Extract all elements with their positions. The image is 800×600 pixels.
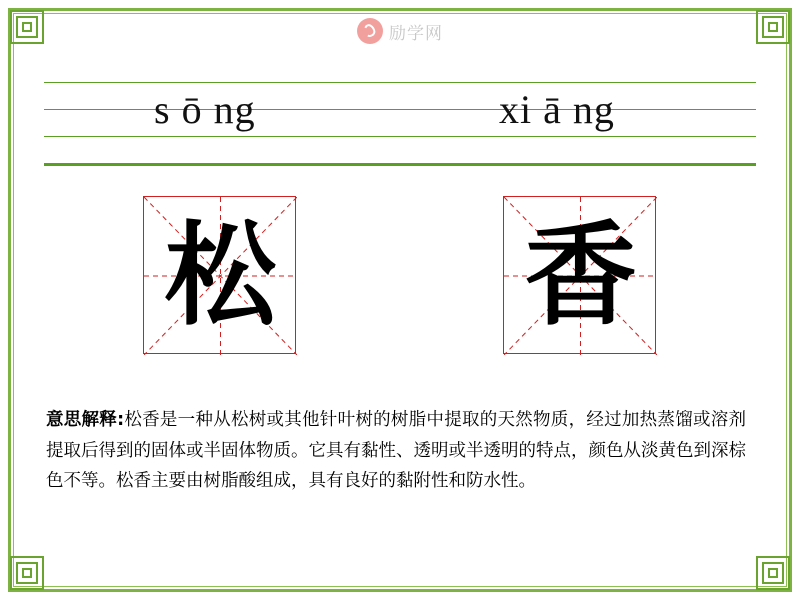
corner-ornament-bottom-right (756, 556, 790, 590)
character-box-2 (503, 196, 656, 354)
character-glyph-1: 松 (164, 210, 277, 341)
pinyin-second: xi ā ng (499, 87, 615, 132)
explanation-label: 意思解释: (46, 410, 125, 430)
corner-ornament-bottom-left (10, 556, 44, 590)
explanation-body: 松香是一种从松树或其他针叶树的树脂中提取的天然物质，经过加热蒸馏或溶剂提取后得到的固体或半固体物质。它具有黏性、透明或半透明的特点，颜色从淡黄色到深棕色不等。松香主要由树脂酸组成，具有良好的黏附性和防水性。 (46, 410, 746, 492)
corner-ornament-top-right (756, 10, 790, 44)
flame-logo-icon (357, 18, 383, 44)
character-row (0, 196, 800, 360)
explanation-block (46, 405, 746, 497)
staff-line-3 (44, 136, 756, 137)
pinyin-first: s ō ng (154, 87, 256, 132)
character-box-1 (143, 196, 296, 354)
watermark (357, 18, 443, 44)
character-glyph-2: 香 (524, 210, 637, 341)
watermark-label: 励学网 (389, 23, 443, 43)
pinyin-staff (44, 82, 756, 164)
staff-line-2 (44, 109, 756, 110)
staff-line-1 (44, 82, 756, 83)
corner-ornament-top-left (10, 10, 44, 44)
staff-line-4 (44, 163, 756, 166)
